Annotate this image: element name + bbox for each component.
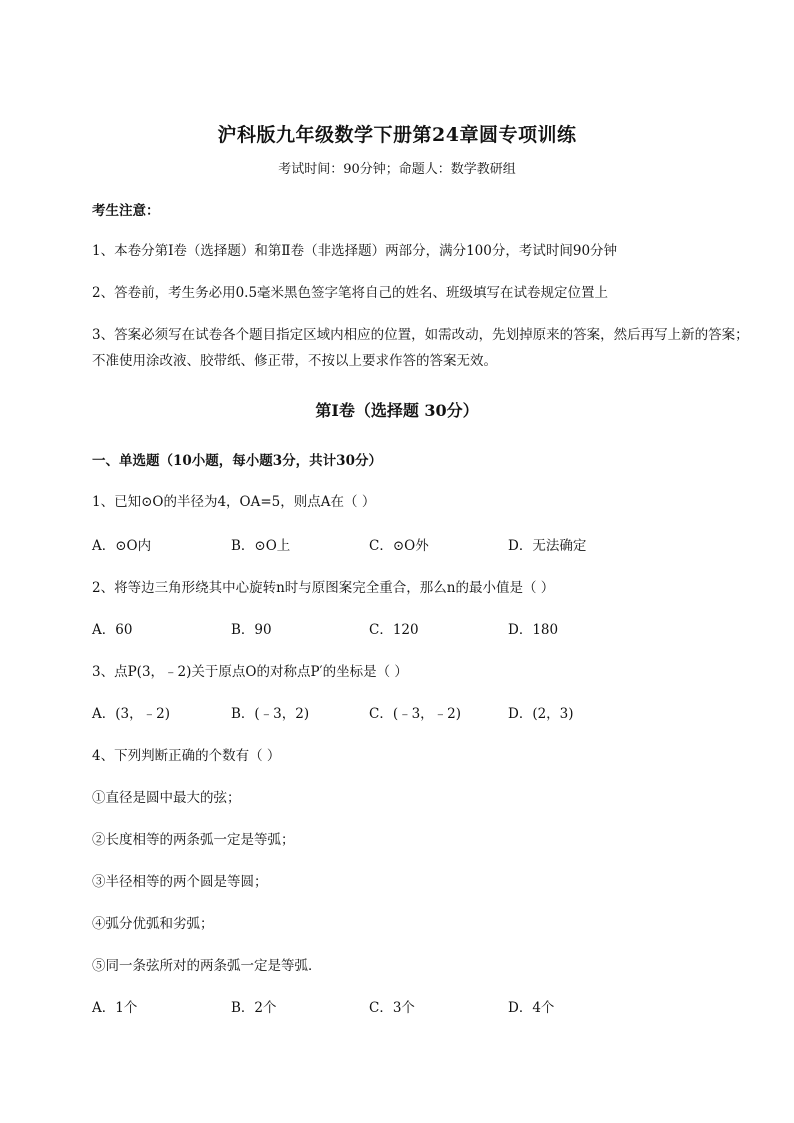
exam-info: 考试时间：90分钟；命题人：数学教研组 [278,162,516,177]
question-3-option-a[interactable]: A．(3，﹣2) [92,706,170,722]
question-2-option-a[interactable]: A．60 [92,622,133,638]
question-4-option-d[interactable]: D．4个 [508,1000,555,1016]
question-4-statement-3: ③半径相等的两个圆是等圆； [92,874,268,890]
question-4-statement-4: ④弧分优弧和劣弧； [92,916,214,932]
notice-item-1: 1、本卷分第I卷（选择题）和第Ⅱ卷（非选择题）两部分，满分100分，考试时间90分钟 [92,243,618,259]
question-3-option-d[interactable]: D．(2，3) [508,706,574,722]
question-1-stem: 1、已知⊙O的半径为4，OA=5，则点A在（ ） [92,494,376,510]
question-1-option-c[interactable]: C．⊙O外 [369,538,429,554]
section-title: 第I卷（选择题 30分） [315,401,479,420]
question-4-option-c[interactable]: C．3个 [369,1000,415,1016]
notice-heading: 考生注意： [92,203,160,219]
question-1-option-d[interactable]: D．无法确定 [508,538,587,554]
page-title: 沪科版九年级数学下册第24章圆专项训练 [217,124,577,146]
part-heading: 一、单选题（10小题，每小题3分，共计30分） [92,453,382,469]
question-1-option-a[interactable]: A．⊙O内 [92,538,152,554]
question-4-statement-2: ②长度相等的两条弧一定是等弧； [92,832,295,848]
notice-item-2: 2、答卷前，考生务必用0.5毫米黑色签字笔将自己的姓名、班级填写在试卷规定位置上 [92,285,609,301]
question-3-option-c[interactable]: C．(﹣3，﹣2) [369,706,462,722]
question-4-option-b[interactable]: B．2个 [231,1000,277,1016]
question-2-option-c[interactable]: C．120 [369,622,419,638]
question-1-options [92,534,732,556]
question-1-option-b[interactable]: B．⊙O上 [231,538,291,554]
question-3-option-b[interactable]: B．(﹣3，2) [231,706,310,722]
question-4-stem: 4、下列判断正确的个数有（ ） [92,748,281,764]
notice-item-3: 3、答案必须写在试卷各个题目指定区域内相应的位置，如需改动，先划掉原来的答案，然后再写上新的答案；不准使用涂改液、胶带纸、修正带，不按以上要求作答的答案无效。 [92,327,749,369]
question-4-options [92,996,732,1018]
question-4-statement-1: ①直径是圆中最大的弦； [92,790,241,806]
question-4-option-a[interactable]: A．1个 [92,1000,138,1016]
question-3-options [92,702,732,724]
question-2-option-d[interactable]: D．180 [508,622,559,638]
question-2-option-b[interactable]: B．90 [231,622,272,638]
question-2-options [92,618,732,640]
question-2-stem: 2、将等边三角形绕其中心旋转n时与原图案完全重合，那么n的最小值是（ ） [92,580,555,596]
question-4-statement-5: ⑤同一条弦所对的两条弧一定是等弧． [92,958,322,974]
question-3-stem: 3、点P(3，﹣2)关于原点O的对称点P′的坐标是（ ） [92,664,408,680]
